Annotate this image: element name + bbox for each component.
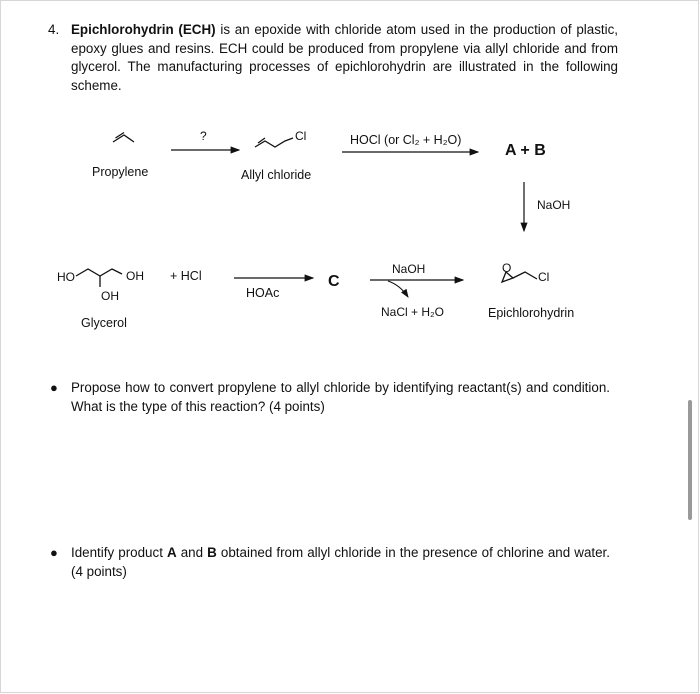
epichlorohydrin-label: Epichlorohydrin [488,306,575,320]
product-b: B [207,545,217,560]
question-4 [48,21,618,95]
ech-cl: Cl [538,270,550,284]
question-4-body [71,21,618,95]
propylene-structure [113,135,134,142]
glycerol-oh-bottom: OH [101,289,119,303]
intermediate-c: C [328,273,340,290]
product-a: A [166,545,177,560]
naoh-top-label: NaOH [392,262,426,276]
glycerol-label: Glycerol [81,316,127,330]
allyl-chloride-structure [255,138,293,147]
plus-hcl: + HCl [170,269,202,283]
bullet-dot: ● [50,545,58,560]
reaction-scheme [0,120,700,340]
question-4-text: is an epoxide with chloride atom used in the production of plastic, epoxy glues and resins. ECH could be produced from propylene via allyl chloride and from glycerol. The manufacturing processes of epichlorohydrin are illustrated in the following scheme. [71,22,618,93]
propylene-label: Propylene [92,165,149,179]
question-number: 4. [48,22,60,37]
bullet-2-post: obtained from allyl chloride in the presence of chlorine and water. (4 points) [71,545,610,579]
product-ab: A + B [505,142,546,159]
allyl-cl: Cl [295,129,307,143]
hocl-label: HOCl (or Cl₂ + H₂O) [350,133,462,147]
epoxide-o: O [502,261,512,275]
bullet-dot: ● [50,380,58,395]
arrow1-question-mark: ? [200,129,207,143]
allyl-chloride-label: Allyl chloride [241,168,312,182]
bullet-2-mid: and [176,545,208,560]
bullet-question-2 [50,544,610,581]
bullet-2-text [71,544,610,581]
bullet-1-text: Propose how to convert propylene to allyl chloride by identifying reactant(s) and condition. What is the type of this reaction? (4 points) [71,380,610,414]
scrollbar[interactable] [688,400,692,520]
glycerol-structure [76,269,122,276]
naoh-down-label: NaOH [537,198,571,212]
bullet-question-1 [50,379,610,416]
nacl-water-label: NaCl + H₂O [381,305,445,319]
ech-chain [513,272,537,279]
glycerol-ho: HO [57,270,75,284]
byproduct-curve-arrow [388,281,408,297]
hoac-label: HOAc [246,286,280,300]
term-ech: Epichlorohydrin (ECH) [71,22,216,37]
bullet-2-pre: Identify product [71,545,167,560]
glycerol-oh-right: OH [126,269,144,283]
